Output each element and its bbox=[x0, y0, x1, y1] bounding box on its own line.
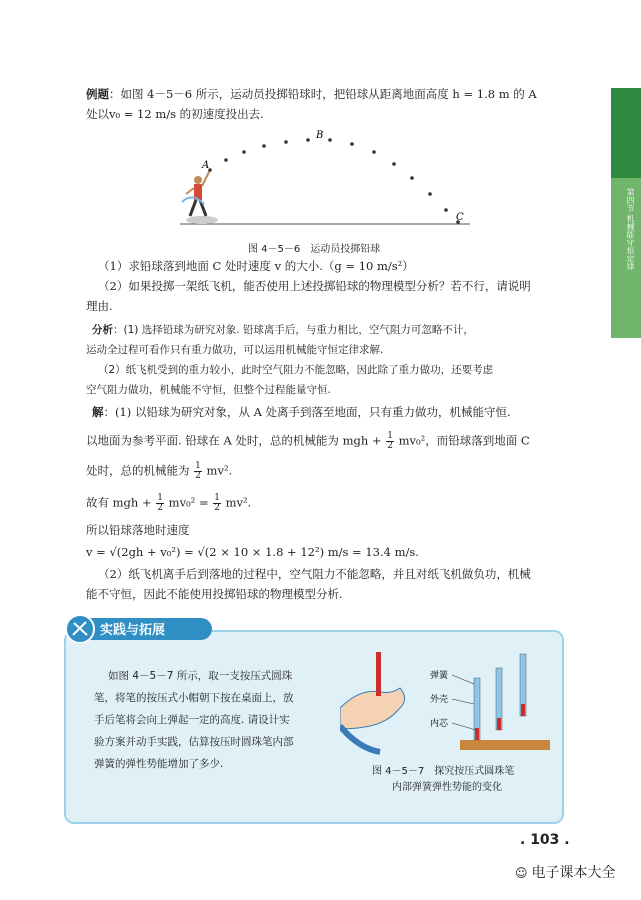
label-spring: 弹簧 bbox=[430, 671, 449, 681]
practice-line-4: 验方案并动手实践，估算按压时圆珠笔内部 bbox=[94, 736, 294, 748]
trajectory-dot bbox=[428, 192, 432, 196]
solution-line-7: （2）纸飞机离手后到落地的过程中，空气阻力不能忽略，并且对纸飞机做负功，机械 bbox=[98, 567, 531, 581]
trajectory-dots bbox=[208, 138, 460, 224]
trajectory-dot bbox=[372, 150, 376, 154]
trajectory-dot bbox=[410, 176, 414, 180]
question-2-line-1: （2）如果投掷一架纸飞机，能否使用上述投掷铅球的物理模型分析？若不行，请说明 bbox=[98, 279, 531, 293]
trajectory-dot bbox=[444, 208, 448, 212]
fraction-half: $\frac{1}{2}$ bbox=[387, 431, 393, 451]
trajectory-dot bbox=[262, 144, 266, 148]
analysis-line-4: 空气阻力做功，机械能不守恒，但整个过程能量守恒. bbox=[86, 384, 331, 396]
figure-caption-2-line-2: 内部弹簧弹性势能的变化 bbox=[392, 782, 502, 793]
fraction-half: $\frac{1}{2}$ bbox=[157, 493, 164, 513]
trajectory-dot bbox=[224, 158, 228, 162]
table-surface bbox=[460, 740, 550, 750]
pen-experiment-figure bbox=[340, 648, 550, 758]
point-b-label: B bbox=[316, 130, 324, 141]
practice-header bbox=[60, 613, 220, 643]
solution-line-1: 解：(1) 以铅球为研究对象，从 A 处离手到落至地面，只有重力做功，机械能守恒. bbox=[92, 405, 511, 419]
trajectory-dot bbox=[306, 138, 310, 142]
practice-header-title: 实践与拓展 bbox=[100, 623, 166, 638]
held-pen bbox=[376, 652, 381, 696]
chapter-side-tab bbox=[611, 88, 641, 338]
label-shell: 外壳 bbox=[430, 695, 449, 705]
figure-caption-2-line-1: 图 4－5－7 探究按压式圆珠笔 bbox=[372, 766, 515, 777]
figure-caption-1: 图 4－5－6 运动员投掷铅球 bbox=[248, 244, 381, 255]
practice-line-3: 手后笔将会向上弹起一定的高度. 请设计实 bbox=[94, 714, 290, 726]
solution-line-8: 能不守恒，因此不能使用投掷铅球的物理模型分析. bbox=[86, 587, 343, 601]
label-core: 内芯 bbox=[430, 719, 449, 729]
solution-line-3: 处时，总的机械能为 $\frac{1}{2}$ mv². bbox=[86, 461, 233, 481]
shot-put-figure bbox=[180, 122, 480, 230]
footer-brand: ☺ 电子课本大全 bbox=[515, 865, 616, 881]
side-tab-text: 第四节 机械能守恒定律 bbox=[626, 188, 635, 271]
hand-illustration bbox=[340, 688, 405, 752]
analysis-line-3: （2）纸飞机受到的重力较小，此时空气阻力不能忽略，因此除了重力做功，还要考虑 bbox=[98, 364, 494, 376]
trajectory-dot bbox=[328, 138, 332, 142]
point-a-label: A bbox=[202, 160, 210, 171]
solution-line-6: v = √(2gh + v₀²) = √(2 × 10 × 1.8 + 12²) m/s = 13.4 m/s. bbox=[86, 545, 419, 559]
question-1: （1）求铅球落到地面 C 处时速度 v 的大小.（g = 10 m/s²） bbox=[98, 259, 414, 273]
trajectory-dot bbox=[242, 150, 246, 154]
question-2-line-2: 理由. bbox=[86, 299, 113, 313]
side-tab-accent bbox=[611, 88, 641, 178]
solution-line-5: 所以铅球落地时速度 bbox=[86, 523, 190, 537]
practice-line-5: 弹簧的弹性势能增加了多少. bbox=[94, 758, 224, 770]
solution-line-4: 故有 mgh + $\frac{1}{2}$ mv₀² = $\frac{1}{2}$ mv². bbox=[86, 493, 252, 513]
athlete-illustration bbox=[182, 170, 218, 224]
analysis-line-2: 运动全过程可看作只有重力做功，可以运用机械能守恒定律求解. bbox=[86, 344, 384, 356]
trajectory-dot bbox=[350, 142, 354, 146]
analysis-line-1: 分析：(1) 选择铅球为研究对象. 铅球离手后，与重力相比，空气阻力可忽略不计， bbox=[92, 324, 474, 336]
practice-line-1: 如图 4－5－7 所示，取一支按压式圆珠 bbox=[108, 670, 293, 682]
fraction-half: $\frac{1}{2}$ bbox=[214, 493, 220, 513]
example-line-2: 处以v₀ = 12 m/s 的初速度投出去. bbox=[86, 107, 264, 121]
practice-line-2: 笔，将笔的按压式小帽朝下按在桌面上，放 bbox=[94, 692, 294, 704]
page-number: . 103 . bbox=[520, 832, 570, 848]
wechat-icon: ☺ bbox=[515, 866, 528, 880]
solution-line-2: 以地面为参考平面. 铅球在 A 处时，总的机械能为 mgh + $\frac{1}{2}$ mv₀²，而铅球落到地面 C bbox=[86, 431, 530, 451]
example-line-1: 例题：如图 4－5－6 所示，运动员投掷铅球时，把铅球从距离地面高度 h = 1.8 m 的 A bbox=[86, 87, 537, 101]
trajectory-dot bbox=[392, 162, 396, 166]
point-c-label: C bbox=[456, 212, 464, 223]
fraction-half: $\frac{1}{2}$ bbox=[195, 461, 201, 481]
trajectory-dot bbox=[284, 140, 288, 144]
